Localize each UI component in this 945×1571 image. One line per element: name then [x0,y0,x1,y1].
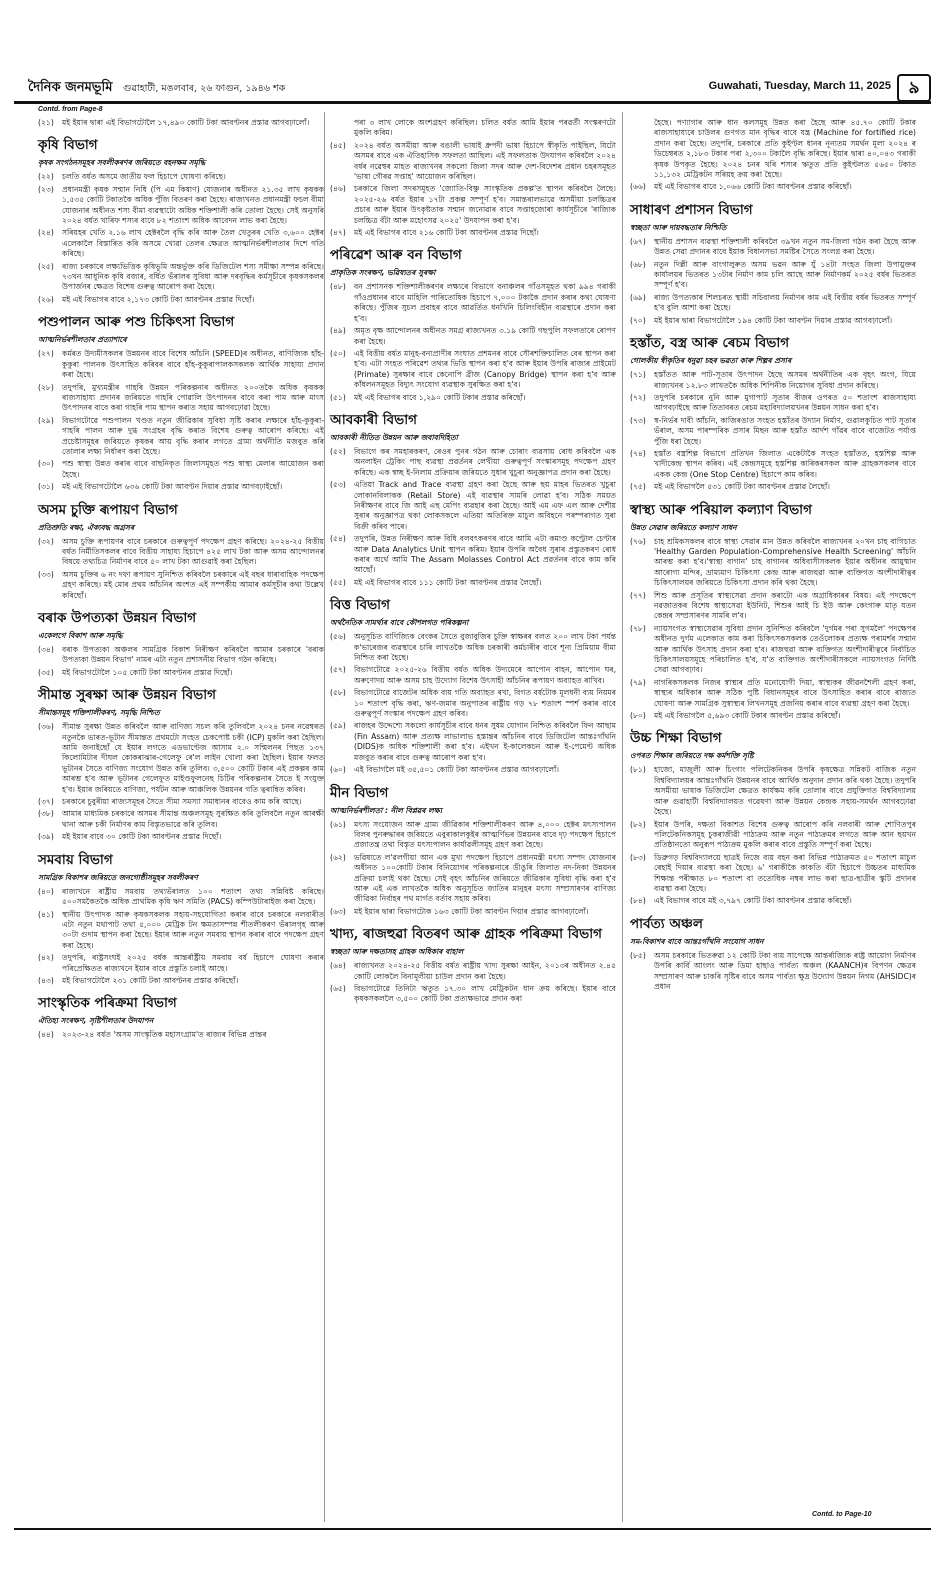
paragraph-text: ভৱিষ্যতে ল'ৱলগীয়া আন এক মুখ্য পদক্ষেপ হিচাপে প্ৰধানমন্ত্ৰী মৎস্য সম্পদ যোজনাৰ অধীনত ১০০কোটি টকাৰ বিনিয়োগৰ পৰিকল্পনাৰে ডীঙুৰি জিলাত নদ-নিকা উন্নয়নৰ প্ৰক্ৰিয়া চলাই থকা হৈছে। সেই বৃহৎ আঁচনিৰ জৰিয়তে জীৱিকাৰ সুবিধা বৃদ্ধি কৰা হ'ব আৰু এই এক লাখতকৈ অধিক অনুসূচিত জাতিৰ মানুহৰ মৎস্য সম্প্ৰসাৰণৰ বাণিজ্য জীৱিকা নিৰ্বাহৰ পথ মাৰ্গত বৰ্তাব সহায় কৰিব। [354,852,616,904]
paragraph-text: আমাৰ মাধ্যমিক চৰকাৰে অসমৰ সীমান্ত অঞ্চলসমূহ সুৰক্ষিত কৰি তুলিবলৈ নতুন আৰক্ষী থানা আৰু চকী নিৰ্মাণৰ কাম বিস্তৃতভাৱে কৰি তুলিব। [62,809,324,829]
paragraph-item [330,118,616,139]
paragraph-item [630,678,916,709]
paragraph-item [630,416,916,447]
paragraph-number: (৫৬) [330,632,346,642]
paragraph-text: ৰাজ্যখনে ৰাষ্ট্ৰীয় সমবায় তথ্যভঁৰালত ১০০ শতাংশ তথ্য সন্নিবিষ্ট কৰিছে। ৫০০সমকৈতকৈ অধিক প্ৰাথমিক কৃষি ঋণ সমিতি (PACS) কম্পিউটাৰাইজ কৰা হৈছে। [62,886,324,907]
paragraph-text: বৰাক উপত্যকা অঞ্চলৰ সামগ্ৰিক বিকাশ নিৰীক্ষণ কৰিবলৈ আমাৰ চৰকাৰে 'বৰাক উপত্যকা উন্নয়ন বিভাগ' নামৰ এটা নতুন প্ৰশাসনীয় বিভাগ গঠন কৰিছে। [62,645,324,665]
paragraph-number: (৩৮) [38,809,54,819]
section-subtitle: গোলকীয় স্বীকৃতিৰ ধনুৱা চহৰ ভৱতা কাৰু শিল্পৰ প্ৰসাৰ [630,356,792,366]
paragraph-item [330,447,616,478]
paragraph-item [38,228,324,259]
paragraph-text: ডিব্ৰুগড় বিশ্ববিদ্যালয়ে ছাত্ৰই নিজে ব্যয় বহন কৰা বিভিন্ন পাঠ্যক্ৰমত ৫০ শতাংশ মাচুল ৰেহাই দিয়াৰ ব্যৱস্থা কৰা হৈছে। ৬' গৰাকীকৈ কাকতি বঁটা হিচাপে উচ্চতৰ মাধ্যমিক শিক্ষান্ত পৰীক্ষাত ৮০ শতাংশ বা ততোধিক নম্বৰ লাভ কৰা ছাত্ৰ-ছাত্ৰীৰ স্কুটি প্ৰদানৰ ব্যৱস্থা কৰা হৈছে। [654,852,916,893]
section-title: মীন বিভাগ [330,784,389,801]
paragraph-number: (৭৪) [630,448,646,458]
section-subtitle: ওপৰত শিক্ষাৰ জৰিয়তে দক্ষ কৰ্মশক্তি সৃষ্টি [630,751,754,761]
paragraph-number: (৭৯) [630,677,646,687]
paragraph-item [38,482,324,492]
section-title: সমবায় বিভাগ [38,851,113,868]
paragraph-number: (৩৫) [38,667,54,677]
paragraph-item [38,887,324,908]
paragraph-text: মই বিভাগটোলৈ ২৩১ কোটি টকা আবণ্টনৰ প্ৰস্তাৱ কৰিছোঁ। [62,975,239,985]
section-subtitle: উন্নত সেৱাৰ জৰিয়তে কল্যাণ সাধন [630,522,737,532]
paragraph-text: মৎস্য সংযোজন আৰু গ্ৰাম্য জীৱিকাৰ শক্তিশালীকৰণ আৰু ৪,০০০ হেক্টৰ মৎস্যপালন বিলৰ পুনৰুদ্ধাৰৰ জৰিয়তে এবুৰাকালকুইৰ আত্মৰ্ণিভৰ উন্নয়নৰ বাবে দৃঢ় পদক্ষেপ হিচাপে প্ৰজাতন্ত্ৰ তথা বিস্তৃত মৎস্যপালন কাৰ্যাৱলীসমূহ গ্ৰহণ কৰা হৈছে। [354,819,616,850]
paragraph-number: (৫০) [330,348,346,358]
section-subtitle: অৰ্থনৈতিক সামৰ্থ্যৰ বাবে কৌশলগত পৰিকল্পনা [330,618,469,628]
paragraph-number: (৬১) [330,819,346,829]
paragraph-number: (৪৬) [330,184,346,194]
paper-nameplate [28,78,285,99]
paragraph-number: (২৩) [38,184,54,194]
continued-to-note: Contd. to Page-10 [812,1511,872,1518]
paragraph-number: (৪৫) [330,140,346,150]
paragraph-number: (৭৩) [630,415,646,425]
paragraph-number: (৮২) [630,819,646,829]
section-subtitle: প্ৰাকৃতিক সংৰক্ষণ, ভৱিষ্যতৰ সুৰক্ষা [330,268,436,278]
paragraph-item [630,537,916,589]
paragraph-text: কৰ্মৰত উদ্যমীসকলৰ উন্নয়নৰ বাবে বিশেষ আঁচনি (SPEED)ৰ অধীনত, বাণিজ্যিক হাঁহ-কুকুৰা পালনক উৎসাহিত কৰিবৰ বাবে হাঁহ-কুকুৰাপালকসকলক আৰ্থিক সাহায্য প্ৰদান কৰা হৈছে। [62,349,324,380]
column-1 [38,118,324,1043]
column-3 [630,118,916,994]
paragraph-number: (৪৮) [330,282,346,292]
paragraph-item [38,416,324,458]
paragraph-number: (৪৭) [330,228,346,238]
paragraph-number: (৬৯) [630,292,646,302]
paragraph-item [330,480,616,532]
paragraph-item [330,349,616,391]
paragraph-number: (২৫) [38,261,54,271]
paragraph-item [330,282,616,324]
paragraph-number: (২১) [38,118,54,127]
paragraph-text: ২০২৩-২৪ বৰ্ষত 'অসম সাংস্কৃতিক মহাসংগ্ৰাম'ত ৰাজ্যৰ বিভিন্ন প্ৰান্তৰ [62,1030,267,1040]
paragraph-number: (২৯) [38,415,54,425]
paragraph-number: (৪১) [38,909,54,919]
paragraph-item [630,370,916,391]
paragraph-number: (৬৭) [630,236,646,246]
paragraph-item [38,295,324,305]
paragraph-text: বিভাগটোৱে ২০২৫-২৬ বিত্তীয় বৰ্ষত অধিক উদ্যমেৰে আপোন বাহন, আপোন ঘৰ, অৰুণোদয় আৰু অসম চাহ উদ্যোগ বিশেষ উৎসাহী আঁচনিৰ ৰূপায়ণ অব্যাহত ৰাখিব। [354,665,616,685]
footer-rule [14,1528,931,1530]
section-subtitle: আবকাৰী নীতিত উন্নয়ন আৰু জবাবদিহিতা [330,432,458,442]
paragraph-number: (২২) [38,172,54,182]
paragraph-item [330,534,616,576]
paragraph-number: (৭৮) [630,623,646,633]
paragraph-number: (৩৬) [38,722,54,732]
paragraph-text: অসম চৰকাৰে ভিতৰুৱা ১২ কোটি টকা ব্যয় সাপেক্ষে আন্তৰ্ৰাজ্যিক ৰাষ্ট্ৰ আয়োগ নিৰ্মাণৰ উপৰি কাৰ্বি আংলং আৰু ডিমা হাছাও পাৰ্বত্য অঞ্চল (KAANCH)ৰ বিপণন ক্ষেত্ৰৰ সম্প্ৰসাৰণ আৰু চাকৰি সৃষ্টিৰ বাবে অসম পাৰ্বত্য ক্ষুদ্ৰ উদ্যোগ উন্নয়ন নিগম (AHSIDC)ৰ প্ৰধান [654,950,916,991]
section-title: পশুপালন আৰু পশু চিকিৎসা বিভাগ [38,314,235,331]
paragraph-text: বিভাগটোৱে পশুপালন খণ্ডত নতুন জীৱিকাৰ সুবিধা সৃষ্টি কৰাৰ লক্ষ্যৰে হাঁহ-কুকুৰা-গাহৰি পালন আৰু দুগ্ধ সংগ্ৰহৰ বৃদ্ধি কৰাত বিশেষ গুৰুত্ব আৰোপ কৰিছে। এই প্ৰচেষ্টাসমূহৰ জৰিয়তে কৃষকৰ আয় বৃদ্ধি কৰাৰ লগতে গ্ৰাম্য অৰ্থনীতি মজবুত কৰি তোলাৰ লক্ষ্য নিৰ্ধাৰণ কৰা হৈছে। [62,415,324,456]
header-rule [14,101,931,104]
paragraph-item [630,591,916,622]
paragraph-item [330,765,616,775]
paragraph-item [630,853,916,895]
paragraph-item [38,118,324,128]
paragraph-text: তদুপৰি, মুখ্যমন্ত্ৰীৰ গাহৰি উন্নয়ন পৰিকল্পনাৰ অধীনত ২০০তকৈ অধিক কৃষকক ৰাজসাহায্য প্ৰদানৰ জৰিয়তে গাহৰি পোৱালি উৎপাদনৰ বাবে কৰা পাম আৰু মাংস উৎপাদনৰ বাবে কৰা গাহৰি পাম স্থাপন কৰাত সহায় আগবঢ়োৱা হৈছে। [62,382,324,413]
paragraph-item [330,907,616,917]
section-title: হস্তাঁত, বস্ত্ৰ আৰু ৰেচম বিভাগ [630,335,790,352]
paragraph-item [330,632,616,663]
paragraph-text: অমৃত বৃক্ষ আন্দোলনৰ অধীনত সমগ্ৰ ৰাজ্যখনত ৩.১৯ কোটি গছপুলি সফলতাৰে ৰোপণ কৰা হৈছে। [354,326,616,346]
paragraph-item [330,984,616,1005]
paragraph-text: তদুপৰি, উন্নত নিৰীক্ষণ আৰু বিধি বলবৎকৰণৰ বাবে আমি এটা কমাণ্ড কণ্ট্ৰোল চেণ্টাৰ আৰু Data Analytics Unit স্থাপন কৰিম। ইয়াৰ উপৰি অবৈধ সুৰাৰ প্ৰস্তুতকৰণ ৰোধ কৰাৰ অৰ্থে আমি The Assam Molasses Control Act প্ৰৱৰ্তনৰ বাবে কাম কৰি আছোঁ। [354,534,616,575]
paragraph-text: চাহ শ্ৰমিকসকলৰ বাবে স্বাস্থ্য সেৱাৰ মান উন্নত কৰিবলৈ ৰাজ্যখনৰ ২০খন চাহ বাগিচাত 'Healthy Garden Population-Comprehensive Health Screening' আঁচনি আৰম্ভ কৰা হ'ব।'স্বাস্থ্য বাগান' চাহ বাগানৰ অধিবাসীসকলক ইয়াৰ অধীনৰ আয়ুষ্মান আৰোগ্য মন্দিৰ, ভ্ৰাম্যমাণ চিকিৎসা কেন্দ্ৰ আৰু ৰাজহুৱা আৰু ব্যক্তিগত অংশীদাৰীত্বৰ চিকিৎসালয়ৰ জৰিয়তে চিকিৎসা প্ৰদান কৰি থকা হৈছে। [654,536,916,588]
paragraph-number: (৮১) [630,765,646,775]
paragraph-item [38,645,324,666]
paragraph-text: স্থানীয় উৎপাদক আৰু কৃষকসকলক সহায়-সহযোগিতা কৰাৰ বাবে চৰকাৰে নলবাৰীত এটা নতুন মথাপাট তথা ৫,০০০ মেট্ৰিক টন ক্ষমতাসম্পন্ন শীতলীকৰণ ভঁৰালগৃহ আৰু ৩০টা গুদাম স্থাপন কৰা হৈছে। ইয়াৰ আৰু নতুন সমবায় স্থাপন কৰাৰ বাবে পদক্ষেপ গ্ৰহণ কৰা হৈছে। [62,909,324,950]
paragraph-text: এই বিত্তীয় বৰ্ষত মানুহ-বন্যপ্ৰাণীৰ সংঘাত প্ৰশমনৰ বাবে সৌৰশক্তিচালিত বেৰ স্থাপন কৰা হ'ব। এটা সংহত পৰিৱেশ তথ্যৰ ভিত্তি স্থাপন কৰা হ'ব আৰু ইয়াৰ উপৰি ৰাজ্যৰ প্ৰাইমেট (Primate) সুৰক্ষাৰ বাবে কেনোপি ব্ৰীজ (Canopy Bridge) স্থাপন কৰা হ'ব আৰু কাঁধলনসমূহত বিদ্যুৎ সংযোগ ব্যৱস্থাক সুৰক্ষিত কৰা হ'ব। [354,348,616,390]
paragraph-number: (৮৩) [630,852,646,862]
paragraph-number: (৩৩) [38,569,54,579]
section-subtitle: আত্মনিৰ্ভৰশীলতাৰ প্ৰত্যাশাৰে [38,335,127,345]
english-dateline: Guwahati, Tuesday, March 11, 2025 [708,80,891,92]
section-subtitle: প্ৰতিশ্ৰুতি ৰক্ষা, ঐক্যবদ্ধ অগ্ৰসৰ [38,522,135,532]
paragraph-number: (২৮) [38,382,54,392]
paragraph-item [38,459,324,480]
paragraph-number: (৩৭) [38,797,54,807]
paragraph-item [630,449,916,480]
paragraph-item [630,624,916,676]
paragraph-text: মই বিভাগটোলৈ ১০৫ কোটি টকা আবণ্টনৰ প্ৰস্তাৱ দিছোঁ। [62,667,233,677]
paragraph-text: ইয়াৰ উপৰি, দক্ষতা বিকাশত বিশেষ গুৰুত্ব আৰোপ কৰি নলবাৰী আৰু শোণিতপুৰ পলিটেকনিকসমূহ চুকৰাজীৱী পাঠ্যক্ৰম আৰু নতুন পাঠ্যক্ৰমৰ লগতে আৰু আন ছয়খন প্ৰতিষ্ঠানতো অনুৰূপ পাঠ্যক্ৰম মুকলি কৰাৰ বাবে প্ৰস্তুতি সম্পূৰ্ণ কৰা হৈছে। [654,819,916,850]
paragraph-text: এতিয়া Track and Trace ব্যৱস্থা গ্ৰহণ কৰা হৈছে আৰু ছয় মাহৰ ভিতৰত খুচুৰা লোকানবিলাকক (Retail Store) এই ব্যৱস্থাৰ সামৰি লোৱা হ'ব। সঠিক সময়ত নিৰীক্ষণৰ বাবে জি আই এছ মেপিং ব্যৱহাৰ কৰা হৈছে। আই এম এফ এল আৰু দেশীয় সুৰাৰ অনুজ্ঞাপত্ৰ থকা লোকসকলে এতিয়া অতিৰিক্ত মাচুল অবিহনে পৰম্পৰাগত সুৰা বিক্ৰী কৰিব পাৰে। [354,480,616,531]
paragraph-number: (৮০) [630,711,646,721]
paragraph-number: (৩০) [38,459,54,469]
paragraph-item [38,537,324,568]
paragraph-item [630,820,916,851]
paper-name: দৈনিক জনমভূমি [28,80,113,95]
paragraph-number: (৫৭) [330,665,346,675]
section-title: অসম চুক্তি ৰূপায়ণ বিভাগ [38,501,178,518]
page-number: ৯ [897,74,931,102]
paragraph-item [330,853,616,905]
paragraph-number: (৩১) [38,482,54,492]
place-date-assamese: গুৱাহাটী, মঙলবাৰ, ২৬ ফাগুন, ১৯৪৬ শক [122,83,286,94]
paragraph-number: (৮৫) [630,950,646,960]
paragraph-number: (৪০) [38,886,54,896]
paragraph-text: পশু স্বাস্থ্য উন্নত কৰাৰ বাবে বাছনিকৃত জিলাসমূহত পশু স্বাস্থ্য মেলাৰ আয়োজন কৰা হৈছে। [62,459,324,479]
paragraph-number: (৮৪) [630,896,646,906]
paragraph-item [38,910,324,952]
paragraph-text: মই ইয়াৰ দ্বাৰা বিভাগটোক ১৬৩ কোটি টকা আবণ্টন দিয়াৰ প্ৰস্তাৱ আগবঢ়ালোঁ। [354,906,589,916]
paragraph-number: (৬৪) [330,961,346,971]
paragraph-item [630,182,916,192]
paragraph-text: স্থানীয় প্ৰশাসন ব্যৱস্থা শক্তিশালী কৰিবলৈ ৩৯খন নতুন সম-জিলা গঠন কৰা হৈছে আৰু উন্নত সেৱা প্ৰদানৰ বাবে ইয়াক বিধানসভা সমষ্টিৰ সৈতে সংলগ্ন কৰা হৈছে। [654,236,916,257]
paragraph-number: (৪৩) [38,975,54,985]
paragraph-item [38,832,324,842]
paragraph-number: (৭৬) [630,536,646,546]
paragraph-item [38,722,324,795]
paragraph-text: হস্তাঁতত আৰু পাট-সূতাৰ উৎপাদন হৈছে অসমৰ অৰ্থনীতিৰ এক বৃহৎ অংগ, যিয়ে ৰাজ্যখনৰ ১২.৮৩ লাখতকৈ অধিক শিপিনীক নিয়োগৰ সুবিধা প্ৰদান কৰিছে। [654,370,916,390]
paragraph-item [630,765,916,817]
paragraph-number: (৫৩) [330,480,346,490]
paragraph-number: (৩৯) [38,832,54,842]
paragraph-text: ন্যায়সংগত স্বাস্থ্যসেৱাৰ সুবিধা প্ৰদান সুনিশ্চিত কৰিবলৈ 'দুৰ্গমৰ পৰা সুগমলৈ' পদক্ষেপৰ অধীনত দুৰ্গম এলেকাত কাম কৰা চিকিৎসকসকলক তেওঁলোকৰ প্ৰত্যক্ষ পৰামৰ্শৰ সন্মান আৰু আৰ্থিক উৎসাহ প্ৰদান কৰা হ'ব। ৰাজহুৱা আৰু ব্যক্তিগত অংশীদাৰীত্বৰে নিৰ্বাচিত চিকিৎসালয়সমূহে পৰিচালিত হ'ব, য'ত ব্যক্তিগত অংশীদাৰীসকলে ন্যায়সংগত নিৰ্দিষ্ট সেৱা আগবঢ়াব। [654,623,916,675]
paragraph-number: (৩২) [38,536,54,546]
paragraph-item [330,820,616,851]
paragraph-item [330,721,616,763]
paragraph-number: (৭২) [630,392,646,402]
column-divider [324,112,325,1522]
section-title: পাৰ্বত্য অঞ্চল [630,915,703,932]
continued-from-note: Contd. from Page-8 [38,106,103,113]
section-title: আবকাৰী বিভাগ [330,411,417,428]
paragraph-number: (৬০) [330,765,346,775]
paragraph-number: (৬৬) [630,182,646,192]
paragraph-item [630,316,916,326]
section-subtitle: সীমান্তসমূহ শক্তিশালীকৰণ, সমৃদ্ধি নিশ্চিত [38,708,160,718]
paragraph-text: অসম চুক্তি ৰূপায়ণৰ বাবে চৰকাৰে গুৰুত্বপূৰ্ণ পদক্ষেপ গ্ৰহণ কৰিছে। ২০২৪-২৫ বিত্তীয় বৰ্ষত নিৰ্মীতিসকলৰ বাবে বিত্তীয় সাহায্য হিচাপে ৪২৫ লাখ টকা আৰু অসম আন্দোলনৰ বিষয়ে তথ্যচিত্ৰ নিৰ্মাণৰ বাবে ৫০ লাখ টকা আগুৱাই কৰা হৈছিল। [62,536,324,567]
section-title: সাধাৰণ প্ৰশাসন বিভাগ [630,201,753,218]
section-title: উচ্চ শিক্ষা বিভাগ [630,730,722,747]
paragraph-text: মই এই বিভাগৰ বাবে ২,১৭৩ কোটি টকা আবণ্টনৰ প্ৰস্তাৱ দিছোঁ। [62,294,255,304]
paragraph-number: (৭৫) [630,482,646,492]
paragraph-item [630,260,916,291]
paragraph-item [330,141,616,183]
paragraph-text: প্ৰধানমন্ত্ৰী কৃষক সন্মান নিধি (পি এম কিষাণ) যোজনাৰ অধীনত ২১.৩৫ লাখ কৃষকক ১,৫৩৫ কোটি টকাতকৈ অধিক পুঁজি বিতৰণ কৰা হৈছে। ৰাজ্যখনত প্ৰধানমন্ত্ৰী ফচল বীমা যোজনাৰ অধীনত শস্য বীমা ব্যৱস্থাটো অধিক শক্তিশালী কৰি তোলা হৈছে। সেই অনুসৰি ২০২৪ বৰ্ষত খাৰিফ শস্যৰ বাবে ৮২ শতাংশ অধিক আবেদন লাভ কৰা হৈছে। [62,184,324,226]
paragraph-number: (৫৪) [330,534,346,544]
paragraph-item [630,896,916,906]
paragraph-text: মই ইয়াৰ দ্বাৰা এই বিভাগটোলৈ ১৭,৪৯০ কোটি টকা আবণ্টনৰ প্ৰস্তাৱ আগবঢ়ালোঁ। [62,118,310,127]
paragraph-text: হৈছে। পণ্যাগাৰ আৰু ধান কলসমূহ উন্নত কৰা হৈছে আৰু ৪৫.৭০ কোটি টকাৰ ৰাজসাহায্যৰে চাউলৰ গুণগত মান বৃদ্ধিৰ বাবে যন্ত্ৰ (Machine for fortified rice) প্ৰদান কৰা হৈছে। তদুপৰি, চৰকাৰে প্ৰতি কুইণ্টল ধানৰ নূন্যতম সমৰ্থন মূল্য ২০২৪ ৰ ডিচেম্বৰত ২,১৮৩ টকাৰ পৰা ২,৩০০ টকালৈ বৃদ্ধি কৰিছে। ইয়াৰ দ্বাৰা ৪০,০৪৩ গৰাকী কৃষক উপকৃত হৈছে। ২০২৪ চনৰ খৰি শস্যৰ ঋতুত প্ৰতি কুইণ্টলত ৫৬৫০ টকাত ১১,১৩২ মেট্ৰিকটন সৰিয়হ ক্ৰয় কৰা হৈছে। [654,118,916,180]
paragraph-text: বিভাগে কৰ সমহাৰকৰণ, ৰেওৰ পুনৰ গঠন আৰু চোৰাং ব্যৱসায় ৰোধ কৰিবলৈ এক অনলাইন ট্ৰেকিং পাছ ব্যৱস্থা প্ৰৱৰ্তনৰ লেখীয়া গুৰুত্বপূৰ্ণ সংস্কাৰসমূহ পদক্ষেপ গ্ৰহণ কৰিছে। এক স্বচ্ছ ই-নিলাম প্ৰক্ৰিয়াৰ জৰিয়তে সুধাৰ খুচুৰা অনুজ্ঞাপত্ৰ প্ৰদান কৰা হৈছে। [354,446,616,477]
paragraph-item [630,118,916,180]
column-2 [330,118,616,1007]
section-subtitle: ঐতিহ্য সংৰক্ষণ, সৃষ্টিশীলতাৰ উদযাপন [38,1016,154,1026]
paragraph-text: হস্তাঁত বস্ত্ৰশিল্প বিভাগে প্ৰতিখন জিলাত একেটাকৈ সংহত হস্তাঁতত, হস্তশিল্প আৰু খাদীকেন্দ্ৰ স্থাপন কৰিব। এই কেন্দ্ৰসমূহে হস্তশিল্প কাৰিকৰসকল আৰু গ্ৰাহকসকলৰ বাবে একক কেন্দ্ৰ (One Stop Centre) হিচাপে কাম কৰিব। [654,448,916,479]
paragraph-number: (৫২) [330,446,346,456]
paragraph-number: (৩৪) [38,645,54,654]
paragraph-item [330,688,616,719]
section-title: খাদ্য, ৰাজহুৱা বিতৰণ আৰু গ্ৰাহক পৰিক্ৰমা বিভাগ [330,926,602,943]
paragraph-text: অনুসূচিত বাণিজ্যিক বেংকৰ সৈতে বুজাবুজিৰ চুক্তি স্বাক্ষৰৰ বলত ২০০ লাখ টকা পৰ্যন্ত ক'ভাৰেজৰ ব্যৱস্থাৰে চাৰি লাখতকৈ অধিক চৰকাৰী কৰ্মচাৰীৰ বাবে শূন্য প্ৰিমিয়াম বীমা নিশ্চিত কৰা হৈছে। [354,632,616,663]
paragraph-item [38,953,324,974]
paragraph-item [330,961,616,982]
section-subtitle: একেলগে বিকাশ আৰু সমৃদ্ধি [38,631,123,640]
section-subtitle: সম-বিকাশৰ বাবে আন্তঃগাঁথনি সংযোগ সাধন [630,936,764,946]
section-subtitle: কৃষক সংগঠনসমূহৰ সবলীকৰণৰ জৰিয়তে বহনক্ষম সমৃদ্ধি [38,158,206,168]
paragraph-item [38,383,324,414]
paragraph-item [38,349,324,380]
paragraph-item [38,668,324,678]
paragraph-text: মই এই বিভাগৰ বাবে ১১১ কোটি টকা আবণ্টনৰ প্ৰস্তাৱ লৈছোঁ। [354,577,542,587]
masthead [14,78,931,102]
section-subtitle: আত্মনিৰ্ভৰশীলতা : নীল বিপ্লৱৰ লক্ষ্য [330,805,442,815]
paragraph-text: মই ইয়াৰ দ্বাৰা বিভাগটোলৈ ১৯৪ কোটি টকা আবণ্টন দিয়াৰ প্ৰস্তাৱ আগবঢ়ালোঁ। [654,315,893,325]
paragraph-text: চলতি বৰ্ষত অসমে জাতীয় ফল হিচাপে ঘোষণা কৰিছে। [62,172,226,182]
paragraph-text: মই এই বিভাগলৈ ৫৩১ কোটি টকা আবণ্টনৰ প্ৰস্তাৱ লৈছোঁ। [654,482,830,492]
paragraph-item [630,482,916,492]
paragraph-number: (২৭) [38,349,54,359]
paragraph-number: (৭০) [630,315,646,325]
paragraph-item [38,172,324,182]
paragraph-text: অসম চুক্তিৰ ৬ নং দফা ৰূপায়ণ সুনিশ্চিত কৰিবলৈ চৰকাৰে এই বছৰ ধাৰাবাহিক পদক্ষেপ গ্ৰহণ কৰিছে। মই মোৰ প্ৰথম আঁচনিৰ অংশত এই সম্পৰ্কীয় আমাৰ কৰ্মসূচীৰ কথা উল্লেখ কৰিছোঁ। [62,569,324,600]
paragraph-text: নাগৰিকসকলক নিজৰ স্বাস্থ্যৰ প্ৰতি মনোযোগী দিয়া, স্বাস্থ্যকৰ জীৱনশৈলী গ্ৰহণ কৰা, স্বাস্থ্যৰ অধিকাৰ আৰু সঠিক পুষ্টি বিধানসমূহৰ বাবে উৎসাহিত কৰাৰ বাবে ৰাজ্যত ঘোষণা আৰু সামগ্ৰিক সুস্বাস্থ্যৰ লিখনসমূহ প্ৰজনিয় কৰাৰ বাবে ব্যৱস্থা গ্ৰহণ কৰা হৈছে। [654,677,916,708]
paragraph-number: (৬৮) [630,259,646,269]
paragraph-number: (৬৫) [330,983,346,993]
paragraph-number: (৫১) [330,392,346,402]
paragraph-text: মই ইয়াৰ বাবে ৩০ কোটি টকা আবণ্টনৰ প্ৰস্তাৱ দিছোঁ। [62,832,222,842]
paragraph-text: ৰাজহৰ উদ্দেশ্যে সকলো কাৰ্যসূচীৰ বাবে ধনৰ সুষম যোগান নিশ্চিত কৰিবলৈ ফিন আছাম (Fin Assam) আৰু প্ৰত্যক্ষ লাভালাভ হস্তান্তৰ আঁচনিৰ বাবে ডিজিটেল আন্তঃগাঁথনি (DIDS)ক অধিক শক্তিশালী কৰা হ'ব। এইখন ই-কালেকচন আৰু ই-পেমেণ্ট অধিক মজবুত কৰাৰ বাবে গুৰুত্ব আৰোপ কৰা হ'ব। [354,721,616,762]
section-subtitle: স্বচ্ছতা আৰু দায়বদ্ধতাৰ নিশ্চিতি [630,222,727,232]
paragraph-item [38,185,324,227]
section-title: পৰিৱেশ আৰু বন বিভাগ [330,247,462,264]
paragraph-text: মই এই বিভাগলৈ ৫,৬৯৩ কোটি টকাৰ আবণ্টন প্ৰস্তাৱ কৰিছোঁ। [654,711,841,721]
paragraph-text: ২০২৪ বৰ্ষত অসমীয়া আৰু বঙালী ভাষাই ধ্ৰুপদী ভাষা হিচাপে স্বীকৃতি পাইছিল, যিটো অসমৰ বাবে এক ঐতিহাসিক সফলতা আছিল। এই সফলতাক উদযাপন কৰিবলৈ ২০২৪ বৰ্ষৰ নৱেম্বৰ মাহত ৰাজ্যখনৰ সকলো জিলা সদৰ আৰু দেশ-বিদেশৰ প্ৰধান চহৰসমূহত 'ভাষা গৌৰৱ সপ্তাহ' আয়োজন কৰিছিল। [354,140,616,182]
paragraph-item [330,184,616,226]
paragraph-text: মই এই বিভাগৰ বাবে ১,২৯০ কোটি টকাৰ প্ৰস্তাৱ কৰিছোঁ। [354,392,526,402]
paragraph-item [630,393,916,414]
paragraph-item [330,393,616,403]
paragraph-text: ৰাজ্যখনত ২০২৪-২৫ বিত্তীয় বৰ্ষত ৰাষ্ট্ৰীয় খাদ্য সুৰক্ষা আইন, ২০১৩ৰ অধীনত ২.৪৫ কোটি লোকলৈ বিনামূলীয়া চাউল প্ৰদান কৰা হৈছে। [354,961,616,981]
section-title: সীমান্ত সুৰক্ষা আৰু উন্নয়ন বিভাগ [38,687,217,704]
paragraph-text: চৰকাৰে জিলা সদৰসমূহত 'জ্যোতি-বিষ্ণু সাংস্কৃতিক প্ৰকল্প'ত স্থাপন কৰিবলৈ লৈছে। ২০২৫-২৬ বৰ্ষত ইয়াৰ ১৭টা প্ৰকল্প সম্পূৰ্ণ হ'ব। সমান্তৰালভাৱে অসমীয়া চলচ্চিত্ৰৰ প্ৰচাৰ আৰু ইয়াৰ উৎকৃষ্টতাক সন্মান জনোৱাৰ বাবে সপ্তাহজোৰা কাৰ্যসূচীৰে 'ৰাজ্যিক চলচ্চিত্ৰ বঁটা আৰু মহোৎসৱ ২০২৫' উদযাপন কৰা হ'ব। [354,184,616,225]
paragraph-number: (৪৪) [38,1030,54,1040]
paragraph-number: (৭৭) [630,590,646,600]
paragraph-text: তদুপৰি চৰকাৰে নুনি আৰু মুগাপাট সূতাৰ বীজৰ ওপৰত ৫০ শতাংশ ৰাজসাহায্য আগবঢ়াইছে আৰু তিতাবৰত ৰেচম মহাবিদ্যালয়খনৰ উন্নয়ন সাধন কৰা হ'ব। [654,392,916,413]
paragraph-item [630,951,916,993]
paragraph-number: (৫৮) [330,688,346,698]
paragraph-text: নতুন দিল্লী আৰু বাংগালুৰুত অসম ভৱন আৰু যুঁ ১৪টা সংহত জিলা উপায়ুক্তৰ কাৰ্যালয়ৰ ভিতৰত ১৩টাৰ নিৰ্মাণ কাম চলি আছে আৰু নিৰ্মাণকৰ্ম ২০২৫ বৰ্ষৰ ভিতৰত সম্পূৰ্ণ হ'ব। [654,259,916,290]
paragraph-number: (৬২) [330,852,346,862]
paragraph-item [38,1030,324,1040]
paragraph-text: এই বিভাগৰ বাবে মই ৩,৭৯৭ কোটি টকা আবণ্টনৰ প্ৰস্তাৱ কৰিছোঁ। [654,896,852,906]
paragraph-item [630,293,916,314]
paragraph-item [630,237,916,258]
paragraph-number: (৫৫) [330,577,346,587]
paragraph-item [38,976,324,986]
paragraph-number: (৫৯) [330,721,346,731]
section-title: বিত্ত বিভাগ [330,597,390,614]
paragraph-text: ৰাজ্য চৰকাৰে লক্ষ্যভিত্তিক কৃষিভূমি অন্তৰ্ভুক্ত কৰি ডিজিটেল শস্য সমীক্ষা সম্পন্ন কৰিছে। ৭৩খন আধুনিক কৃষি বজাৰ, বৰ্ধিত ভঁৰালৰ সুবিধা আৰু দৰবৃদ্ধিৰ কৰ্মসূচীৰে কৃষকসকলৰ উপাৰ্জনৰ ক্ষেত্ৰত বিশেষ গুৰুত্ব আৰোপ কৰা হৈছে। [62,261,324,292]
paragraph-number: (৪৯) [330,326,346,336]
paragraph-item [38,570,324,601]
paragraph-number: (২৬) [38,294,54,304]
paragraph-text: সীমান্ত সুৰক্ষা উন্নত কৰিবলৈ আৰু বাণিজ্য সচল কৰি তুলিবলৈ ২০২৪ চনৰ নৱেম্বৰত নতুনকৈ ভাৰত-ভূটান সীমান্তত প্ৰথমটো সংহত চেকপোষ্ট চকী (ICP) মুকলি কৰা হৈছিল। আমি জনাইছোঁ যে ইয়াৰ লগতে এডভাণ্টেজ আসাম ২.০ সন্মিলনৰ পিছত ১৩৭ কিলোমিটাৰ দীঘল কোকৰাঝাৰ-গেলেফু ৰে'ল লাইন খোলা কৰা হৈছিল। ইয়াৰ ফলত ভূটানৰ সৈতে বাণিজ্য সংযোগ উন্নত কৰি তুলিব। ৩,৫০০ কোটি টকাৰ এই প্ৰকল্পৰ কাম আৰম্ভ হ'ব আৰু ভূটানৰ গেলেফুত মাইণ্ডফুলনেছ চিটিৰ পৰিকল্পনাৰ সৈতে ই সংযুক্ত হ'ব। ইয়াৰ জৰিয়তে বাণিজ্য, পৰ্যটন আৰু আঞ্চলিক উন্নয়নৰ গতি ত্বৰান্বিত কৰিব। [62,722,324,794]
section-title: বৰাক উপত্যকা উন্নয়ন বিভাগ [38,610,197,626]
paragraph-text: হাজো, মাজুলী আৰু চিংগাং পলিটেকনিকৰ উপৰি কৃষক্ষেত্ৰ সন্নিকট বাজিক নতুন বিশ্ববিদ্যালয়ৰ আন্তঃগাঁথনি উন্নয়নৰ বাবে আৰ্থিক অনুদান প্ৰদান কৰি থকা হৈছে। তদুপৰি অসমীয়া ভাষাক ডিজিটেল ক্ষেত্ৰত কাৰ্যক্ষম কৰি তোলাৰ বাবে প্ৰযুক্তিগত বিশ্ববিদ্যালয় আৰু গুৱাহাটী বিশ্ববিদ্যালয়ত গৱেষণা আৰু উন্নয়ন কেন্দ্ৰক সহায়-সমৰ্থন আগবঢ়োৱা হৈছে। [654,765,916,817]
paragraph-number: (৪২) [38,953,54,963]
paragraph-text: মই এই বিভাগটোলৈ ৬৩৬ কোটি টকা আবণ্টন দিয়াৰ প্ৰস্তাৱ আগবঢ়াইছোঁ। [62,482,283,492]
section-title: সাংস্কৃতিক পৰিক্ৰমা বিভাগ [38,995,177,1012]
paragraph-item [330,326,616,347]
paragraph-item [330,578,616,588]
paragraph-text: শিশু আৰু প্ৰসূতিৰ স্বাস্থ্যসেৱা প্ৰদান কৰাটো এক অগ্ৰাধিকাৰৰ বিষয়। এই পদক্ষেপে নৱজাতকৰ বিশেষ স্বাস্থ্যসেৱা ইউনিট, শিশুৰ আই চি ইউ আৰু কেংগাৰু মাতৃ যতন কেন্দ্ৰৰ সম্প্ৰসাৰণৰ সামৰি ল'ব। [654,590,916,621]
section-title: স্বাস্থ্য আৰু পৰিয়াল কল্যাণ বিভাগ [630,501,812,518]
paragraph-text: বিভাগটোৱে তিনিটা ঋতুত ১৭.৩০ লাখ মেট্ৰিকটন ধান ক্ৰয় কৰিছে। ইয়াৰ বাবে কৃষকসকললৈ ৩,৫০০ কোটি টকা প্ৰত্যক্ষভাৱে প্ৰদান কৰা [354,983,616,1004]
paragraph-item [38,797,324,807]
paragraph-text: ৰাজ্য উপত্যকাৰ শিলচৰত স্থায়ী সচিবালয় নিৰ্মাণৰ কাম এই বিত্তীয় বৰ্ষৰ ভিতৰত সম্পূৰ্ণ হ'ব বুলি আশা কৰা হৈছে। [654,292,916,313]
paragraph-number: (৭১) [630,370,646,380]
paragraph-text: মই এই বিভাগৰ বাবে ১,০৬৬ কোটি টকা আবণ্টনৰ প্ৰস্তাৱ কৰিছোঁ। [654,182,852,192]
paragraph-text: বিভাগটোৱে বাজেটৰ অধিক ব্যয় গতি অব্যাহত ৰখা, বিগত বৰ্ষটোক মূলধনী ব্যয় নিয়মৰ ১০ শতাংশ বৃদ্ধি কৰা, ঋণ-জমাৰ অনুপাতৰ ৰাষ্ট্ৰীয় গড় ৭৮ শতাংশ স্পৰ্শ কৰাৰ বাবে গুৰুত্বপূৰ্ণ সংস্কাৰ পদক্ষেপ গ্ৰহণ কৰিব। [354,688,616,719]
paragraph-item [630,711,916,721]
paragraph-text: স্ব-নিৰ্ভৰ দাবী আঁচনি, কাজিৰঙাত সংহত হস্তাঁতৰ উদ্যান নিৰ্মাণ, গুৱালকুচিত পাট সূতাৰ ভঁৰাল, অসম পাৰম্পৰিক প্ৰসাৰ মিছন আৰু হস্তাঁত আৰ্দশ গাঁৱৰ বাবে বাজেটত পৰ্যাপ্ত পুঁজি ধৰা হৈছে। [654,415,916,446]
column-divider [622,112,623,1522]
paragraph-item [330,228,616,238]
paragraph-item [330,665,616,686]
paragraph-number: (২৪) [38,228,54,238]
paragraph-text: বন প্ৰশাসনক শক্তিশালীকৰণৰ লক্ষ্যৰে বিভাগে বনাঞ্চলৰ গাঁওসমূহত থকা ৯৯৪ গৰাকী গাঁওপ্ৰধানৰ বাবে মাহিলি পাৰিতোষিক হিচাপে ৭,০০০ টকাকৈ প্ৰদান কৰাৰ কথা ঘোষণা কৰিছে। পুঁজিৰ সুচল প্ৰবাহৰ বাবে আৱৰ্তিত ধনখিনি চিলিংবিহীন ব্যৱস্থাৰে প্ৰদান কৰা হ'ব। [354,282,616,323]
paragraph-item [38,262,324,293]
paragraph-text: চৰকাৰে চুবুৰীয়া ৰাজ্যসমূহৰ সৈতে সীমা সমস্যা সমাধানৰ বাবেও কাম কৰি আছে। [62,797,302,807]
paragraph-text: সৰিয়হৰ খেতি ২.১৬ লাখ হেক্টৰলৈ বৃদ্ধি কৰি আৰু তৈল খেতুৰৰ খেতি ৩,৬০০ হেক্টৰ এলেকালৈ বিস্তাৰিত কৰি অসমে খোৱা তেলৰ ক্ষেত্ৰত আত্মনিৰ্ভৰশীলতাৰ দিশে গতি কৰিছে। [62,228,324,259]
paragraph-item [38,809,324,830]
paragraph-text: পৰা ৩ লাখ লোকে অংশগ্ৰহণ কৰিছিল। চলিত বৰ্ষত আমি ইয়াৰ পৰৱৰ্তী সংস্কৰণটো মুকলি কৰিম। [354,118,616,138]
section-title: কৃষি বিভাগ [38,137,98,154]
section-subtitle: স্বচ্ছতা আৰু দক্ষতাসহ গ্ৰাহক অধিকাৰ বাহাল [330,947,464,957]
section-subtitle: সামগ্ৰিক বিকাশৰ জৰিয়তে জনগোষ্ঠীসমূহৰ সবলীকৰণ [38,872,198,882]
paragraph-text: তদুপৰি, ৰাষ্ট্ৰসংঘই ২০২৫ বৰ্ষক আন্তৰ্ৰাষ্ট্ৰীয় সমবায় বৰ্ষ হিচাপে ঘোষণা কৰাৰ পৰিপ্ৰেক্ষিতত ৰাজ্যখনে ইয়াৰ বাবে প্ৰস্তুতি চলাই আছে। [62,953,324,973]
paragraph-text: এই বিভাগলৈ মই ৩৫,৫০১ কোটি টকা আবণ্টনৰ প্ৰস্তাৱ আগবঢ়ালোঁ। [354,765,559,775]
paragraph-text: মই এই বিভাগৰ বাবে ২১৬ কোটি টকা আবণ্টনৰ প্ৰস্তাৱ দিছোঁ। [354,228,539,238]
paragraph-number: (৬৩) [330,906,346,916]
